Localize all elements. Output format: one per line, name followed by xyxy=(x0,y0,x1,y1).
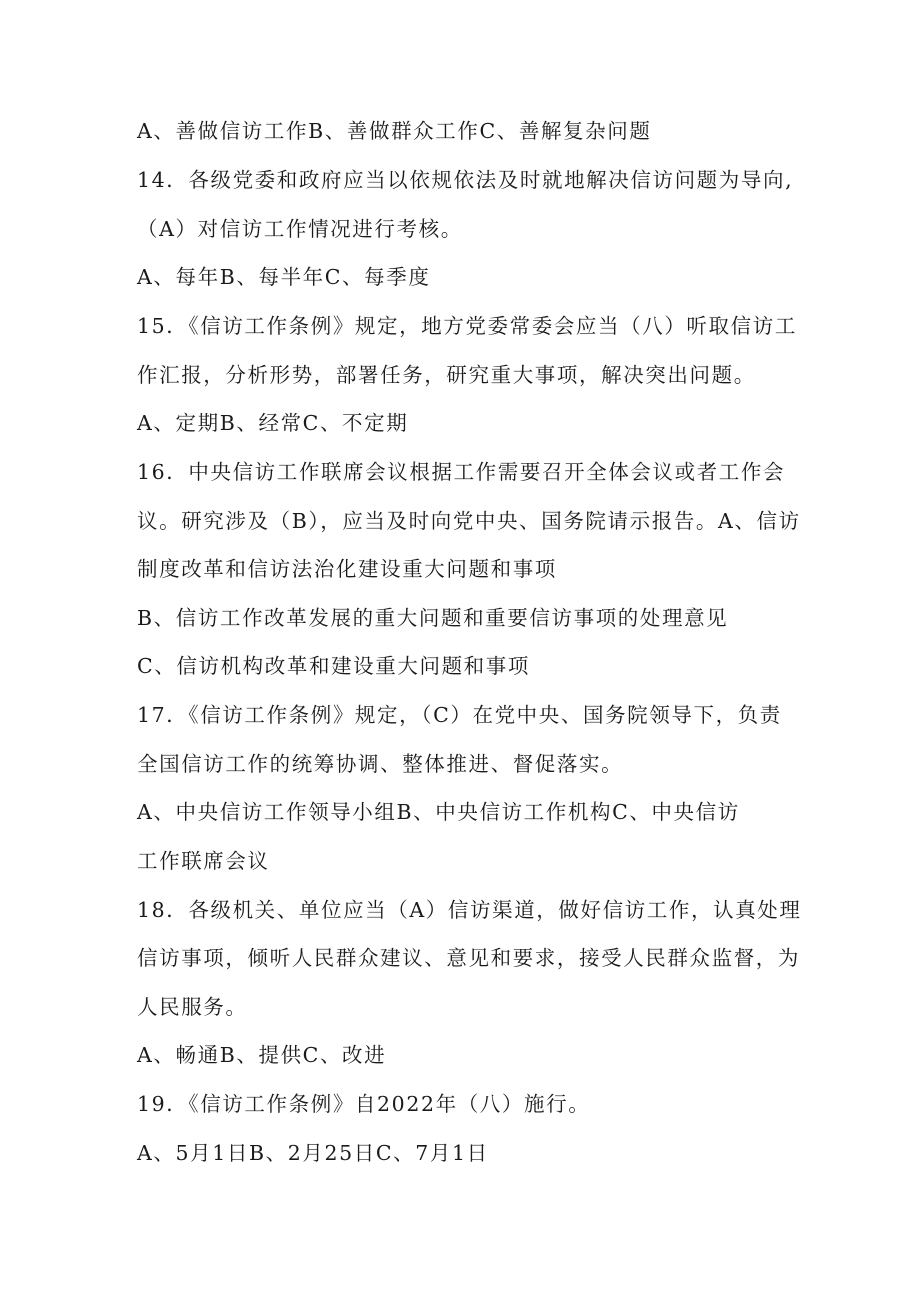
q18-text-line-3: 人民服务。 xyxy=(137,995,248,1019)
q17-options-line-2: 工作联席会议 xyxy=(137,849,270,873)
q14-text-line-1: 14．各级党委和政府应当以依规依法及时就地解决信访问题为导向, xyxy=(137,168,794,192)
q16-text-line-3: 制度改革和信访法治化建设重大问题和事项 xyxy=(137,557,557,581)
q19-options: A、5月1日B、2月25日C、7月1日 xyxy=(137,1141,489,1165)
q18-text-line-2: 信访事项，倾听人民群众建议、意见和要求，接受人民群众监督，为 xyxy=(137,946,800,970)
q18-text-line-1: 18．各级机关、单位应当（A）信访渠道，做好信访工作，认真处理 xyxy=(137,898,802,922)
q16-text-line-2: 议。研究涉及（B），应当及时向党中央、国务院请示报告。A、信访 xyxy=(137,509,801,533)
q18-options: A、畅通B、提供C、改进 xyxy=(137,1043,387,1067)
q16-option-c: C、信访机构改革和建设重大问题和事项 xyxy=(137,654,530,678)
q15-options: A、定期B、经常C、不定期 xyxy=(137,411,409,435)
q19-text: 19．《信访工作条例》自2022年（八）施行。 xyxy=(137,1092,591,1116)
q16-option-b: B、信访工作改革发展的重大问题和重要信访事项的处理意见 xyxy=(137,606,729,630)
q17-options-line-1: A、中央信访工作领导小组B、中央信访工作机构C、中央信访 xyxy=(137,800,740,824)
q14-options: A、每年B、每半年C、每季度 xyxy=(137,265,431,289)
q17-text-line-1: 17．《信访工作条例》规定，（C）在党中央、国务院领导下，负责 xyxy=(137,703,782,727)
q16-text-line-1: 16．中央信访工作联席会议根据工作需要召开全体会议或者工作会 xyxy=(137,460,786,484)
q13-options: A、善做信访工作B、善做群众工作C、善解复杂问题 xyxy=(137,119,652,143)
q15-text-line-1: 15．《信访工作条例》规定，地方党委常委会应当（八）听取信访工 xyxy=(137,314,797,338)
q17-text-line-2: 全国信访工作的统筹协调、整体推进、督促落实。 xyxy=(137,752,624,776)
q14-text-line-2: （A）对信访工作情况进行考核。 xyxy=(137,217,463,241)
q15-text-line-2: 作汇报，分析形势，部署任务，研究重大事项，解决突出问题。 xyxy=(137,363,756,387)
